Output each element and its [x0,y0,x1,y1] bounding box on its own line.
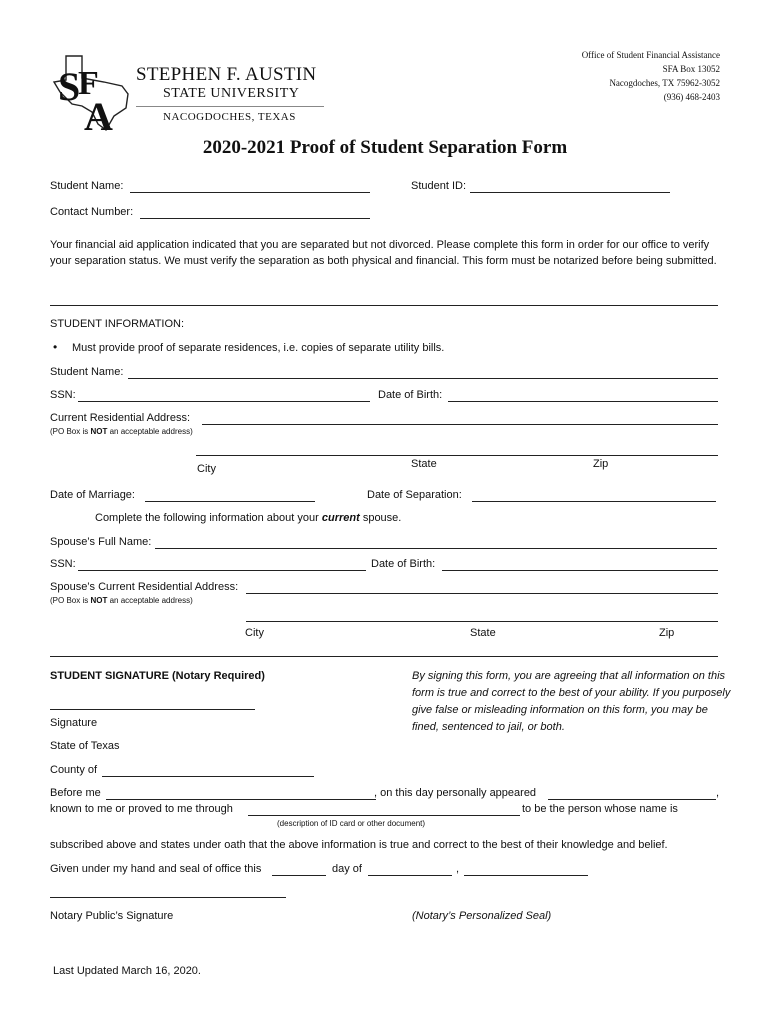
month-line[interactable] [368,875,452,876]
spouse-city-label: City [245,627,264,639]
known-to-me-label: known to me or proved to me through [50,803,233,815]
contact-number-line[interactable] [140,218,370,219]
office-line-2: SFA Box 13052 [662,64,720,74]
signature-heading: STUDENT SIGNATURE (Notary Required) [50,670,265,682]
office-address [582,48,720,104]
office-line-4: (936) 468-2403 [663,92,720,102]
county-line[interactable] [102,776,314,777]
bullet-dot: • [53,340,58,354]
student-name-label-2: Student Name: [50,366,124,378]
address-line-2[interactable] [196,455,718,456]
university-city: NACOGDOCHES, TEXAS [163,111,296,123]
spouse-name-label: Spouse’s Full Name: [50,536,152,548]
spouse-ssn-label: SSN: [50,558,76,570]
subscribed-text: subscribed above and states under oath that the above information is true and correct to the best of their knowledge and belief. [50,839,668,851]
before-me-label: Before me [50,787,101,799]
signature-label: Signature [50,717,98,729]
university-sub: STATE UNIVERSITY [163,86,300,101]
office-line-1: Office of Student Financial Assistance [581,50,720,60]
po-box-note: (PO Box is NOT an acceptable address) [50,427,193,436]
student-name-label: Student Name: [50,180,124,192]
section-divider-1 [50,305,718,306]
state-of-texas: State of Texas [50,740,120,752]
spouse-po-box-note: (PO Box is NOT an acceptable address) [50,596,193,605]
spouse-instruction: Complete the following information about your current spouse. [95,512,402,524]
last-updated: Last Updated March 16, 2020. [53,965,201,977]
form-title: 2020-2021 Proof of Student Separation Form [202,137,568,158]
appeared-text: , on this day personally appeared [374,787,537,799]
spouse-address-line-2[interactable] [246,621,718,622]
notary-seal-label: (Notary’s Personalized Seal) [412,910,552,922]
sfa-logo [52,50,134,134]
spouse-ssn-line[interactable] [78,570,366,571]
spouse-name-line[interactable] [155,548,717,549]
city-label: City [197,463,216,475]
county-label: County of [50,764,98,776]
spouse-dob-line[interactable] [442,570,718,571]
signature-disclaimer: By signing this form, you are agreeing that all information on this form is true and correct to the best of your ability. If you purposely give false or misleading information on this form, you may be fined, sentenced to jail, or both. [412,670,731,733]
dob-label: Date of Birth: [378,389,443,401]
student-name-line[interactable] [130,192,370,193]
notary-signature-label: Notary Public’s Signature [50,910,174,922]
marriage-date-line[interactable] [145,501,315,502]
id-document-line[interactable] [248,815,520,816]
day-of-text: day of [332,863,362,875]
id-description-note: (description of ID card or other document) [277,819,426,828]
office-line-3: Nacogdoches, TX 75962-3052 [609,78,720,88]
year-line[interactable] [464,875,588,876]
state-label: State [411,458,437,470]
appeared-comma: , [716,787,720,799]
ssn-line[interactable] [78,401,370,402]
header-divider [136,106,324,107]
separation-date-label: Date of Separation: [367,489,462,501]
appeared-line[interactable] [548,799,716,800]
university-name: STEPHEN F. AUSTIN [136,64,317,85]
given-under-label: Given under my hand and seal of office this [50,863,262,875]
student-id-label: Student ID: [411,180,467,192]
section-divider-2 [50,656,718,657]
whose-name-text: to be the person whose name is [522,803,678,815]
spouse-address-line[interactable] [246,593,718,594]
intro-paragraph: Your financial aid application indicated that you are separated but not divorced. Please complete this form in order for our office to verify your separation status. We must verify the separation as both physical and financial. This form must be notarized before being submitted. [50,239,717,267]
year-comma: , [456,863,460,875]
spouse-zip-label: Zip [659,627,675,639]
student-info-heading: STUDENT INFORMATION: [50,318,185,330]
logo-letter-a: A [84,94,113,134]
spouse-state-label: State [470,627,496,639]
logo-letter-f: F [78,65,99,102]
student-id-line[interactable] [470,192,670,193]
ssn-label: SSN: [50,389,76,401]
dob-line[interactable] [448,401,718,402]
marriage-date-label: Date of Marriage: [50,489,135,501]
residence-proof-bullet: Must provide proof of separate residences, i.e. copies of separate utility bills. [72,342,445,354]
zip-label: Zip [593,458,609,470]
day-line[interactable] [272,875,326,876]
logo-letter-s: S [58,64,81,109]
contact-number-label: Contact Number: [50,206,134,218]
signature-line[interactable] [50,709,255,710]
before-me-line[interactable] [106,799,376,800]
separation-date-line[interactable] [472,501,716,502]
spouse-dob-label: Date of Birth: [371,558,436,570]
notary-signature-line[interactable] [50,897,286,898]
student-name-line-2[interactable] [128,378,718,379]
address-line[interactable] [202,424,718,425]
address-label: Current Residential Address: [50,412,191,424]
spouse-address-label: Spouse’s Current Residential Address: [50,581,239,593]
